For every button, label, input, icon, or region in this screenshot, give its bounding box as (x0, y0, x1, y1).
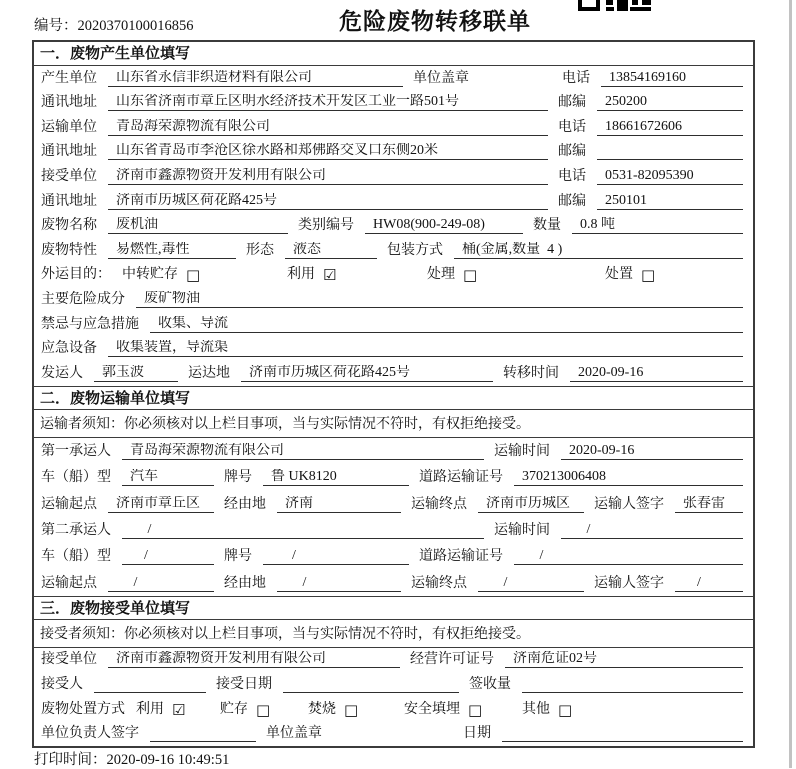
field-label: 邮编 (558, 95, 586, 111)
field-value: 济南市历城区荷花路425号 (108, 193, 548, 210)
field-label: 禁忌与应急措施 (41, 316, 139, 332)
qr-code-fragment (578, 0, 656, 12)
form-row (34, 287, 753, 312)
field-value: / (561, 522, 743, 539)
field-label: 应急设备 (41, 341, 97, 357)
field-value (597, 144, 743, 160)
checkbox-empty-icon: □ (468, 700, 483, 719)
field-label: 通讯地址 (41, 144, 97, 160)
field-value: 济南市章丘区 (108, 496, 214, 513)
field-value: HW08(900-249-08) (365, 217, 523, 234)
form-row (34, 66, 753, 91)
serial-number: 编号：2020370100016856 (34, 18, 194, 34)
checkbox-checked-icon: ☑ (172, 700, 186, 719)
field-value: 济南市鑫源物资开发利用有限公司 (108, 168, 548, 185)
section-2 (34, 386, 753, 596)
field-label: 运输单位 (41, 119, 97, 135)
field-label: 废物名称 (41, 218, 97, 234)
field-label: 运达地 (188, 365, 230, 381)
field-value: 济南危证02号 (505, 651, 743, 668)
field-value: 250200 (597, 94, 743, 111)
field-label: 外运目的： (41, 267, 111, 283)
field-value: 济南市历城区荷花路425号 (241, 365, 493, 382)
field-label: 数量 (533, 218, 561, 234)
form-row (34, 543, 753, 569)
checkbox-label: 处理 (427, 267, 455, 283)
field-value: / (514, 548, 743, 565)
field-label: 车（船）型 (41, 470, 111, 486)
field-value: 易燃性,毒性 (108, 242, 236, 259)
field-label: 单位盖章 (413, 70, 469, 86)
checkbox-label: 利用 (287, 267, 315, 283)
checkbox-empty-icon: □ (641, 266, 656, 285)
field-label: 产生单位 (41, 70, 97, 86)
form-row (34, 91, 753, 116)
field-label: 第一承运人 (41, 444, 111, 460)
field-value: / (108, 575, 214, 592)
checkbox-field (308, 702, 404, 718)
form-row (34, 438, 753, 464)
field-label: 运输起点 (41, 575, 97, 591)
form-table (32, 40, 755, 748)
field-value: 收集装置，导流渠 (108, 340, 743, 357)
checkbox-field (522, 702, 572, 718)
print-time: 打印时间：2020-09-16 10:49:51 (34, 752, 230, 768)
page-edge-strip (789, 0, 792, 768)
field-value: 郭玉波 (94, 365, 178, 382)
field-value: / (263, 548, 409, 565)
field-label: 经营许可证号 (410, 652, 494, 668)
field-label: 经由地 (224, 575, 266, 591)
form-row (34, 464, 753, 490)
field-label: 形态 (246, 242, 274, 258)
field-label: 牌号 (224, 470, 252, 486)
field-label: 运输起点 (41, 496, 97, 512)
page-title: 危险废物转移联单 (339, 9, 531, 34)
section-header: 三．废物接受单位填写 (34, 596, 753, 620)
field-value (502, 726, 743, 742)
form-row (34, 569, 753, 595)
form-row (34, 189, 753, 214)
field-label: 运输终点 (411, 496, 467, 512)
checkbox-field (404, 702, 522, 718)
form-row (34, 337, 753, 362)
field-label: 邮编 (558, 144, 586, 160)
checkbox-field (220, 702, 308, 718)
field-label: 主要危险成分 (41, 291, 125, 307)
checkbox-label: 处置 (605, 267, 633, 283)
checkbox-label: 中转贮存 (122, 267, 178, 283)
form-row (34, 238, 753, 263)
checkbox-empty-icon: □ (344, 700, 359, 719)
field-label: 邮编 (558, 193, 586, 209)
checkbox-label: 其他 (522, 701, 550, 717)
checkbox-empty-icon: □ (256, 700, 271, 719)
field-label: 运输人签字 (594, 575, 664, 591)
field-label: 签收量 (469, 676, 511, 692)
field-label: 电话 (558, 168, 586, 184)
field-value: 250101 (597, 193, 743, 210)
form-row (34, 115, 753, 140)
field-label: 经由地 (224, 496, 266, 512)
field-label: 牌号 (224, 549, 252, 565)
field-value: 2020-09-16 (570, 365, 743, 382)
field-value (94, 677, 206, 693)
field-value: / (675, 575, 743, 592)
field-label: 日期 (463, 726, 491, 742)
field-value: 鲁 UK8120 (263, 469, 409, 486)
form-row (34, 697, 753, 722)
field-label: 运输人签字 (594, 496, 664, 512)
field-value: 青岛海荣源物流有限公司 (108, 119, 548, 136)
field-label: 通讯地址 (41, 193, 97, 209)
field-value (522, 677, 743, 693)
field-value: / (277, 575, 401, 592)
field-value: / (122, 548, 214, 565)
field-value: / (122, 522, 484, 539)
field-value: 济南市鑫源物资开发利用有限公司 (108, 651, 400, 668)
field-value: 13854169160 (601, 70, 743, 87)
field-value: 汽车 (122, 469, 214, 486)
checkbox-empty-icon: □ (558, 700, 573, 719)
field-label: 单位负责人签字 (41, 726, 139, 742)
checkbox-field (122, 267, 287, 283)
field-value: 18661672606 (597, 119, 743, 136)
checkbox-field (427, 267, 605, 283)
field-value: 济南 (277, 496, 401, 513)
field-label: 单位盖章 (266, 726, 322, 742)
section-header: 二．废物运输单位填写 (34, 386, 753, 410)
field-label: 发运人 (41, 365, 83, 381)
field-value: 青岛海荣源物流有限公司 (122, 443, 484, 460)
field-label: 电话 (558, 119, 586, 135)
field-value: 2020-09-16 (561, 443, 743, 460)
field-label: 运输终点 (411, 575, 467, 591)
field-value: 桶(金属,数量 4 ) (454, 242, 743, 259)
field-value: 0531-82095390 (597, 168, 743, 185)
form-row (34, 490, 753, 516)
field-label: 运输时间 (494, 444, 550, 460)
field-label: 车（船）型 (41, 549, 111, 565)
form-row (34, 361, 753, 386)
form-row (34, 214, 753, 239)
section-3 (34, 596, 753, 747)
field-value: 济南市历城区 (478, 496, 584, 513)
form-row (34, 263, 753, 288)
field-label: 转移时间 (503, 365, 559, 381)
field-label: 包装方式 (387, 242, 443, 258)
form-row (34, 312, 753, 337)
field-value (150, 726, 256, 742)
form-row (34, 672, 753, 697)
field-label: 道路运输证号 (419, 549, 503, 565)
checkbox-field (287, 267, 427, 283)
form-row (34, 648, 753, 673)
field-value: 山东省济南市章丘区明水经济技术开发区工业一路501号 (108, 94, 548, 111)
field-label: 接受单位 (41, 168, 97, 184)
checkbox-empty-icon: □ (186, 266, 201, 285)
form-row (34, 517, 753, 543)
field-label: 运输时间 (494, 522, 550, 538)
section-1 (34, 42, 753, 386)
field-label: 电话 (562, 70, 590, 86)
form-row (34, 140, 753, 165)
form-row (34, 164, 753, 189)
field-value (283, 677, 459, 693)
field-value: 收集、导流 (150, 316, 743, 333)
checkbox-checked-icon: ☑ (323, 266, 337, 285)
field-value: 废机油 (108, 217, 288, 234)
field-label: 接受人 (41, 676, 83, 692)
form-row (34, 722, 753, 747)
checkbox-empty-icon: □ (463, 266, 478, 285)
section-header: 一．废物产生单位填写 (34, 42, 753, 66)
field-label: 通讯地址 (41, 95, 97, 111)
checkbox-field (136, 702, 220, 718)
field-label: 接受单位 (41, 652, 97, 668)
field-label: 类别编号 (298, 218, 354, 234)
field-label: 道路运输证号 (419, 470, 503, 486)
notice-text: 接受者须知：你必须核对以上栏目事项，当与实际情况不符时，有权拒绝接受。 (34, 620, 753, 648)
field-value: 0.8 吨 (572, 217, 743, 234)
field-label: 废物特性 (41, 242, 97, 258)
field-value: 山东省永信非织造材料有限公司 (108, 70, 403, 87)
field-label: 第二承运人 (41, 522, 111, 538)
checkbox-field (605, 267, 655, 283)
checkbox-label: 安全填埋 (404, 701, 460, 717)
field-value: 废矿物油 (136, 291, 743, 308)
checkbox-label: 利用 (136, 701, 164, 717)
field-value: 液态 (285, 242, 377, 259)
checkbox-label: 焚烧 (308, 701, 336, 717)
document-header (0, 0, 796, 40)
field-value: 山东省青岛市李沧区徐水路和郑佛路交叉口东侧20米 (108, 143, 548, 160)
field-value: 张春雷 (675, 496, 743, 513)
checkbox-label: 贮存 (220, 701, 248, 717)
field-label: 废物处置方式 (41, 701, 125, 717)
field-value: 370213006408 (514, 469, 743, 486)
field-label: 接受日期 (216, 676, 272, 692)
notice-text: 运输者须知：你必须核对以上栏目事项，当与实际情况不符时，有权拒绝接受。 (34, 410, 753, 438)
field-value: / (478, 575, 584, 592)
